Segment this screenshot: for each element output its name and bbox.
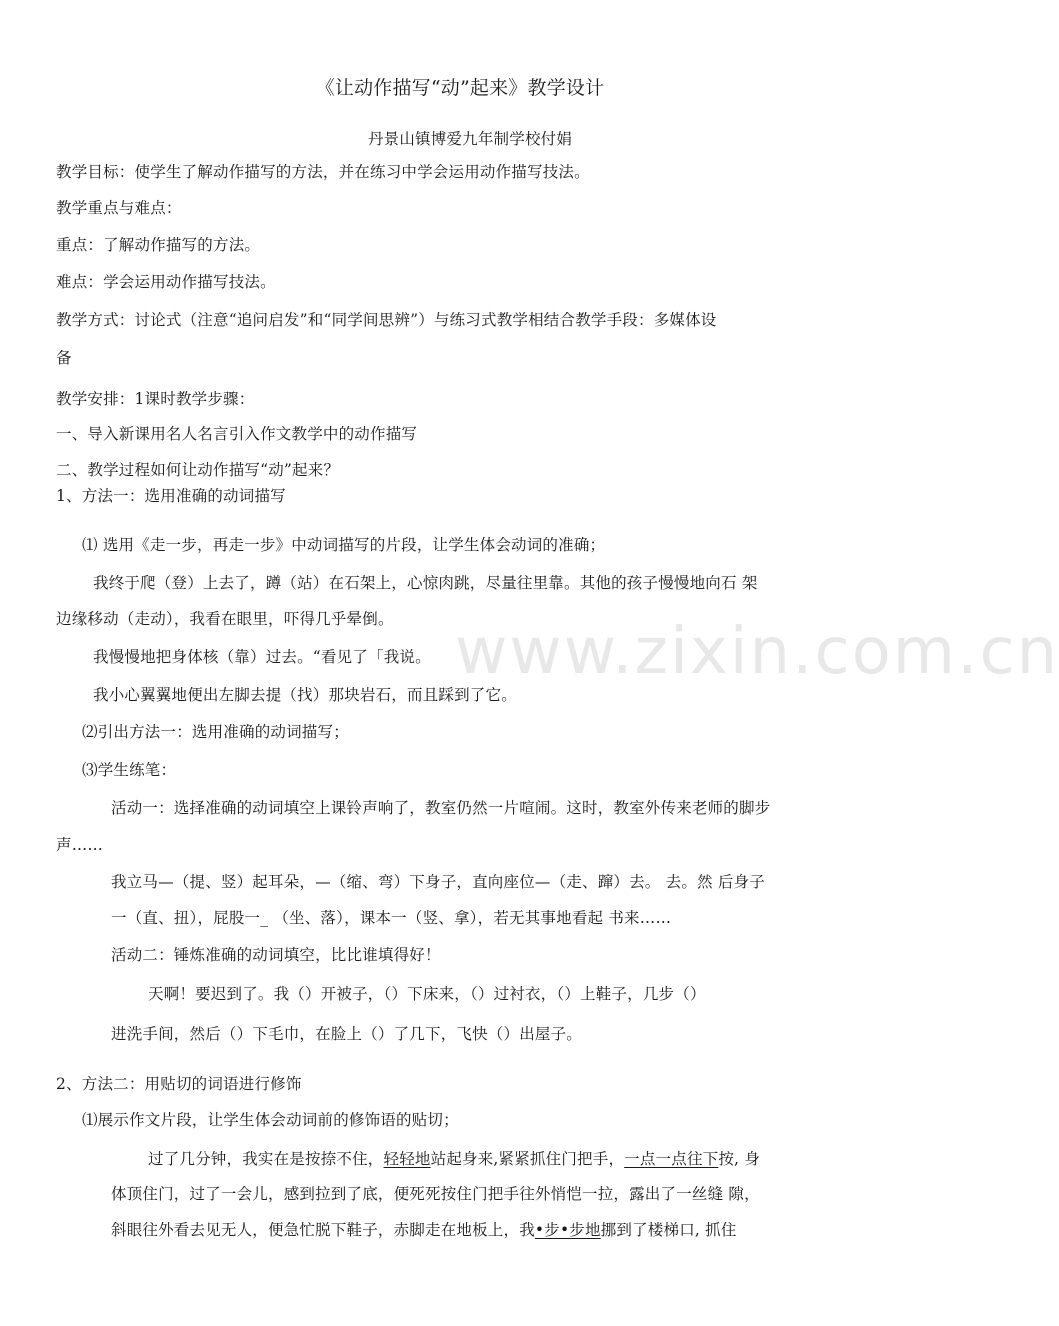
method-one-point-1: ⑴ 选用《走一步，再走一步》中动词描写的片段，让学生体会动词的准确； <box>82 536 606 554</box>
paragraph-line-2: 体顶住门，过了一会儿，感到拉到了底，便死死按住门把手往外悄恺一拉，露出了一丝缝 隙， <box>111 1185 760 1203</box>
key-point: 重点：了解动作描写的方法。 <box>56 236 261 254</box>
paragraph-line-3 <box>111 1220 737 1240</box>
underlined-phrase: 一点一点往下 <box>624 1150 719 1168</box>
paragraph-text: 挪到了楼梯口, 抓住 <box>600 1221 737 1239</box>
step-two: 二、教学过程如何让动作描写“动”起来？ <box>56 461 340 479</box>
method-two-heading: 2、方法二：用贴切的词语进行修饰 <box>56 1075 302 1093</box>
step-one: 一、导入新课用名人名言引入作文教学中的动作描写 <box>56 425 418 443</box>
paragraph-text: 斜眼往外看去见无人，便急忙脱下鞋子，赤脚走在地板上，我 <box>111 1221 535 1239</box>
underlined-phrase: •步•步地 <box>534 1221 601 1239</box>
activity-2-heading: 活动二：锤炼准确的动词填空，比比谁填得好！ <box>111 946 441 964</box>
activity-2-line-1: 天啊！要迟到了。我（）开被子，（）下床来，（）过衬衣，（）上鞋子，几步（） <box>148 985 706 1003</box>
example-1-line-1: 我终于爬（登）上去了，蹲（站）在石架上，心惊肉跳，尽量往里靠。其他的孩子慢慢地向石 架 <box>93 574 758 592</box>
teaching-method-line-2: 备 <box>56 349 72 367</box>
activity-1-line-1: 活动一：选择准确的动词填空上课铃声响了，教室仍然一片喧闹。这时，教室外传来老师的脚步 <box>111 799 771 817</box>
activity-1-line-4: 一（直、扭），屁股一_ （坐、落），课本一（竖、拿），若无其事地看起 书来…… <box>111 909 672 927</box>
activity-1-line-2: 声…… <box>56 836 104 854</box>
key-difficulty-heading: 教学重点与难点： <box>56 199 182 217</box>
doc-title: 《让动作描写“动”起来》教学设计 <box>315 77 605 99</box>
paragraph-text: 过了几分钟，我实在是按捺不住， <box>148 1150 384 1168</box>
author-line: 丹景山镇博爱九年制学校付娟 <box>367 130 573 148</box>
method-one-point-3: ⑶学生练笔： <box>82 761 177 779</box>
teaching-goal: 教学目标：使学生了解动作描写的方法，并在练习中学会运用动作描写技法。 <box>56 163 590 181</box>
watermark: www.zixin.com.cn <box>455 615 1059 689</box>
method-one-heading: 1、方法一：选用准确的动词描写 <box>56 487 286 505</box>
paragraph-line-1 <box>148 1149 760 1169</box>
paragraph-text: 按, 身 <box>718 1150 761 1168</box>
difficult-point: 难点：学会运用动作描写技法。 <box>56 273 276 291</box>
activity-1-line-3: 我立马—（提、竖）起耳朵，—（缩、弯）下身子，直向座位—（走、蹿）去。 去。然 后身子 <box>111 873 765 891</box>
paragraph-text: 站起身来,紧紧抓住门把手， <box>430 1150 625 1168</box>
example-1-line-2: 边缘移动（走动），我看在眼里，吓得几乎晕倒。 <box>56 610 394 628</box>
method-two-point-1: ⑴展示作文片段，让学生体会动词前的修饰语的贴切； <box>82 1111 459 1129</box>
example-3: 我小心翼翼地便出左脚去提（找）那块岩石，而且踩到了它。 <box>93 686 517 704</box>
underlined-phrase: 轻轻地 <box>383 1150 431 1168</box>
activity-2-line-2: 进洗手间，然后（）下毛巾，在脸上（）了几下，飞快（）出屋子。 <box>111 1025 583 1043</box>
method-one-point-2: ⑵引出方法一：选用准确的动词描写； <box>82 723 349 741</box>
example-2: 我慢慢地把身体核（靠）过去。“看见了「我说。 <box>93 648 431 666</box>
teaching-method-line-1: 教学方式：讨论式（注意“追问启发”和“同学间思辨”）与练习式教学相结合教学手段：多媒体设 <box>56 311 717 329</box>
teaching-arrangement: 教学安排：1课时教学步骤： <box>56 390 255 408</box>
